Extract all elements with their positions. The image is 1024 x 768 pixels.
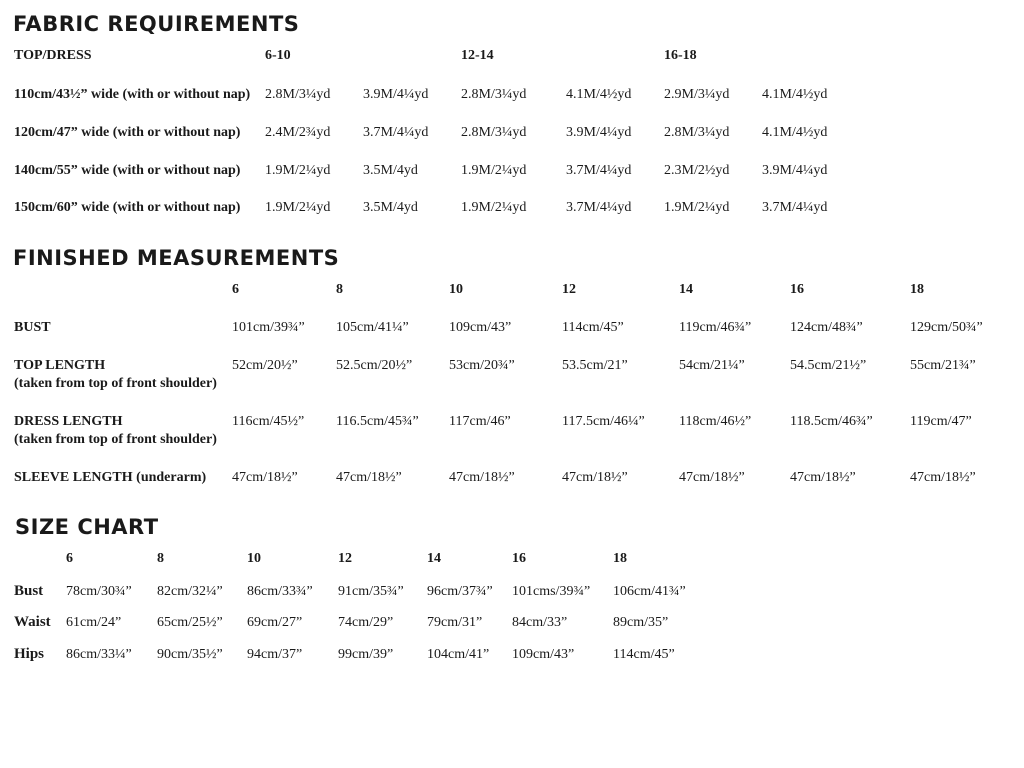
sizechart-value: 65cm/25½” [157,615,223,630]
fabric-row-label: 120cm/47” wide (with or without nap) [14,125,241,140]
finished-size-header: 12 [562,282,576,297]
finished-size-header: 18 [910,282,924,297]
sizechart-size-header: 12 [338,551,352,566]
fabric-value: 3.9M/4¼yd [363,87,429,102]
fabric-size-header: 16-18 [664,48,697,63]
sizechart-value: 69cm/27” [247,615,303,630]
fabric-value: 3.9M/4¼yd [762,163,828,178]
finished-value: 47cm/18½” [562,470,628,485]
finished-value: 47cm/18½” [449,470,515,485]
sizechart-value: 109cm/43” [512,647,575,662]
finished-value: 53.5cm/21” [562,358,628,373]
finished-value: 119cm/47” [910,414,972,429]
sizechart-value: 74cm/29” [338,615,394,630]
fabric-size-header: 12-14 [461,48,494,63]
finished-row-label: DRESS LENGTH [14,414,123,429]
sizechart-row-label: Waist [14,614,51,630]
fabric-value: 1.9M/2¼yd [265,200,331,215]
sizechart-value: 99cm/39” [338,647,394,662]
fabric-row-label: 150cm/60” wide (with or without nap) [14,200,241,215]
sizechart-value: 89cm/35” [613,615,669,630]
finished-value: 118.5cm/46¾” [790,414,873,429]
finished-value: 116.5cm/45¾” [336,414,419,429]
fabric-value: 2.8M/3¼yd [461,125,527,140]
finished-value: 47cm/18½” [910,470,976,485]
sizechart-value: 90cm/35½” [157,647,223,662]
finished-size-header: 16 [790,282,804,297]
finished-value: 55cm/21¾” [910,358,976,373]
sizechart-value: 94cm/37” [247,647,303,662]
sizechart-value: 61cm/24” [66,615,122,630]
fabric-value: 1.9M/2¼yd [461,200,527,215]
finished-row-sublabel: (taken from top of front shoulder) [14,376,217,391]
fabric-header-label: TOP/DRESS [14,48,92,63]
sizechart-value: 106cm/41¾” [613,584,686,599]
finished-size-header: 6 [232,282,239,297]
finished-value: 114cm/45” [562,320,624,335]
finished-row-sublabel: (taken from top of front shoulder) [14,432,217,447]
finished-value: 124cm/48¾” [790,320,863,335]
fabric-value: 1.9M/2¼yd [664,200,730,215]
fabric-value: 4.1M/4½yd [762,125,828,140]
finished-value: 54.5cm/21½” [790,358,867,373]
finished-measurements-heading: FINISHED MEASUREMENTS [13,246,340,270]
sizechart-size-header: 18 [613,551,627,566]
finished-value: 47cm/18½” [679,470,745,485]
fabric-value: 2.9M/3¼yd [664,87,730,102]
finished-value: 47cm/18½” [336,470,402,485]
sizechart-size-header: 8 [157,551,164,566]
finished-row-label: BUST [14,320,51,335]
finished-value: 47cm/18½” [232,470,298,485]
sizechart-value: 96cm/37¾” [427,584,493,599]
sizechart-value: 114cm/45” [613,647,675,662]
fabric-row-label: 110cm/43½” wide (with or without nap) [14,87,251,102]
sizechart-value: 86cm/33¾” [247,584,313,599]
fabric-value: 2.8M/3¼yd [265,87,331,102]
finished-value: 117.5cm/46¼” [562,414,645,429]
sizechart-value: 91cm/35¾” [338,584,404,599]
sizechart-row-label: Hips [14,646,45,662]
finished-size-header: 14 [679,282,693,297]
finished-value: 101cm/39¾” [232,320,305,335]
finished-row-label: TOP LENGTH [14,358,106,373]
sizechart-value: 84cm/33” [512,615,568,630]
sizechart-value: 86cm/33¼” [66,647,132,662]
sizechart-value: 79cm/31” [427,615,483,630]
sizechart-row-label: Bust [14,583,44,599]
sizechart-size-header: 14 [427,551,441,566]
finished-value: 47cm/18½” [790,470,856,485]
finished-value: 129cm/50¾” [910,320,983,335]
fabric-requirements-heading: FABRIC REQUIREMENTS [13,12,300,36]
fabric-value: 4.1M/4½yd [566,87,632,102]
sizechart-size-header: 10 [247,551,261,566]
finished-size-header: 8 [336,282,343,297]
sizechart-value: 82cm/32¼” [157,584,223,599]
fabric-value: 2.4M/2¾yd [265,125,331,140]
finished-value: 105cm/41¼” [336,320,409,335]
fabric-row-label: 140cm/55” wide (with or without nap) [14,163,241,178]
fabric-value: 3.7M/4¼yd [566,200,632,215]
fabric-value: 3.5M/4yd [363,163,418,178]
fabric-value: 1.9M/2¼yd [461,163,527,178]
fabric-value: 3.7M/4¼yd [363,125,429,140]
fabric-value: 3.9M/4¼yd [566,125,632,140]
fabric-value: 2.8M/3¼yd [461,87,527,102]
finished-value: 52cm/20½” [232,358,298,373]
finished-size-header: 10 [449,282,463,297]
sizechart-size-header: 6 [66,551,73,566]
fabric-value: 2.3M/2½yd [664,163,730,178]
fabric-value: 1.9M/2¼yd [265,163,331,178]
sizechart-value: 101cms/39¾” [512,584,591,599]
fabric-value: 3.7M/4¼yd [762,200,828,215]
fabric-value: 4.1M/4½yd [762,87,828,102]
size-chart-heading: SIZE CHART [15,515,159,539]
finished-value: 53cm/20¾” [449,358,515,373]
finished-value: 117cm/46” [449,414,511,429]
finished-value: 52.5cm/20½” [336,358,413,373]
fabric-value: 2.8M/3¼yd [664,125,730,140]
fabric-value: 3.7M/4¼yd [566,163,632,178]
finished-value: 119cm/46¾” [679,320,752,335]
sizechart-value: 104cm/41” [427,647,490,662]
finished-value: 118cm/46½” [679,414,752,429]
finished-value: 109cm/43” [449,320,512,335]
fabric-value: 3.5M/4yd [363,200,418,215]
finished-value: 116cm/45½” [232,414,305,429]
sizechart-size-header: 16 [512,551,526,566]
finished-value: 54cm/21¼” [679,358,745,373]
fabric-size-header: 6-10 [265,48,291,63]
finished-row-label: SLEEVE LENGTH (underarm) [14,470,207,485]
sizechart-value: 78cm/30¾” [66,584,132,599]
